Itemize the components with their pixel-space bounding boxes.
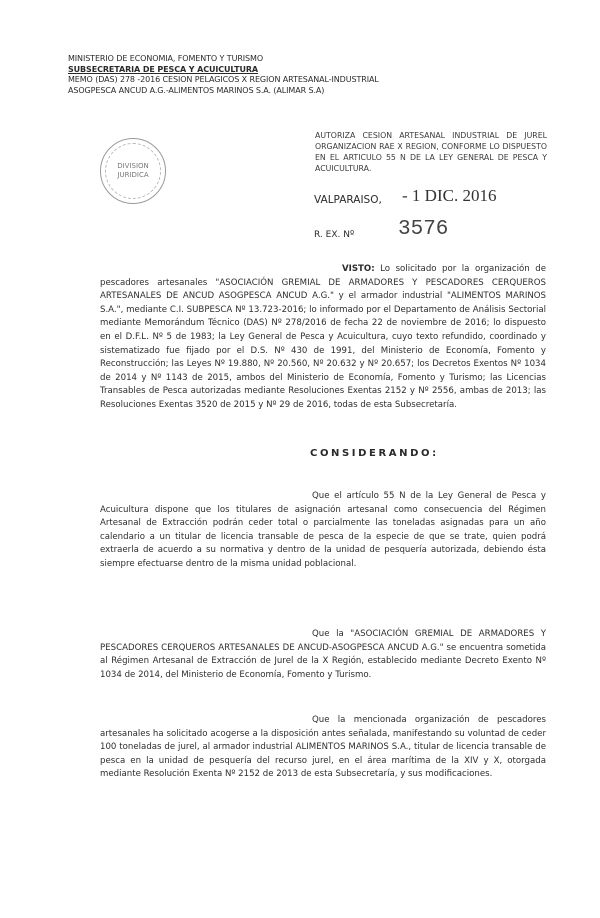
subsecretaria-line: SUBSECRETARIA DE PESCA Y ACUICULTURA (68, 64, 259, 74)
ministry-line: MINISTERIO DE ECONOMIA, FOMENTO Y TURISMO (68, 54, 264, 63)
stamp-line-1: DIVISION (117, 162, 149, 170)
visto-label: VISTO: (342, 264, 375, 274)
resolution-date: - 1 DIC. 2016 (402, 186, 497, 205)
considerando-paragraph-1: Que el artículo 55 N de la Ley General de Pesca y Acuicultura dispone que los titulares de asignación artesanal como consecuencia del Régimen Artesanal de Extracción podrán ceder total o parcialmente las toneladas asignadas para un año calendario a un titular de licencia transable de pesca de la especie de que se trate, quien podrá extraerla de acuerdo a su normativa y dentro de la unidad de pesquería autorizada, debiendo ésta siempre efectuarse dentro de la misma unidad poblacional. (100, 491, 546, 569)
division-juridica-stamp (100, 138, 166, 204)
stamp-line-2: JURIDICA (117, 171, 149, 179)
considerando-heading: CONSIDERANDO: (310, 448, 439, 459)
memo-reference-line: MEMO (DAS) 278 -2016 CESION PELAGICOS X REGION ARTESANAL-INDUSTRIAL (68, 75, 379, 84)
place-label: VALPARAISO, (314, 194, 382, 206)
letterhead (68, 54, 379, 96)
considerando-paragraph-3: Que la mencionada organización de pescadores artesanales ha solicitado acogerse a la disposición antes señalada, manifestando su voluntad de ceder 100 toneladas de jurel, al armador industrial ALIMENTOS MARINOS S.A., titular de licencia transable de pesca en la unidad de pesquería del recurso jurel, en el área marítima de la XIV y X, otorgada mediante Resolución Exenta Nº 2152 de 2013 de esta Subsecretaría, y sus modificaciones. (100, 715, 546, 780)
visto-paragraph (100, 263, 546, 413)
resolution-summary: AUTORIZA CESION ARTESANAL INDUSTRIAL DE JUREL ORGANIZACION RAE X REGION, CONFORME LO DISPUESTO EN EL ARTICULO 55 N DE LA LEY GENERAL DE PESCA Y ACUICULTURA. (315, 131, 547, 173)
parties-line: ASOGPESCA ANCUD A.G.-ALIMENTOS MARINOS S.A. (ALIMAR S.A) (68, 85, 325, 95)
rex-label: R. EX. Nº (314, 230, 355, 240)
visto-text: Lo solicitado por la organización de pescadores artesanales "ASOCIACIÓN GREMIAL DE ARMADORES Y PESCADORES CERQUEROS ARTESANALES DE ANCUD ASOGPESCA ANCUD A.G." y el armador industrial "ALIMENTOS MARINOS S.A.", mediante C.I. SUBPESCA Nº 13.723-2016; lo informado por el Departamento de Análisis Sectorial mediante Memorándum Técnico (DAS) Nº 278/2016 de fecha 22 de noviembre de 2016; lo dispuesto en el D.F.L. Nº 5 de 1983; la Ley General de Pesca y Acuicultura, cuyo texto refundido, coordinado y sistematizado fue fijado por el D.S. Nº 430 de 1991, del Ministerio de Economía, Fomento y Reconstrucción; las Leyes Nº 19.880, Nº 20.560, Nº 20.632 y Nº 20.657; los Decretos Exentos Nº 1034 de 2014 y Nº 1143 de 2015, ambos del Ministerio de Economía, Fomento y Turismo; las Licencias Transables de Pesca autorizadas mediante Resoluciones Exentas 2152 y Nº 2556, ambas de 2013; las Resoluciones Exentas 3520 de 2015 y Nº 29 de 2016, todas de esta Subsecretaría. (100, 264, 546, 410)
rex-number: 3576 (398, 218, 449, 241)
considerando-paragraph-2: Que la "ASOCIACIÓN GREMIAL DE ARMADORES Y PESCADORES CERQUEROS ARTESANALES DE ANCUD-ASOGPESCA ANCUD A.G." se encuentra sometida al Régimen Artesanal de Extracción de Jurel de la X Región, establecido mediante Decreto Exento Nº 1034 de 2014, del Ministerio de Economía, Fomento y Turismo. (100, 629, 546, 680)
